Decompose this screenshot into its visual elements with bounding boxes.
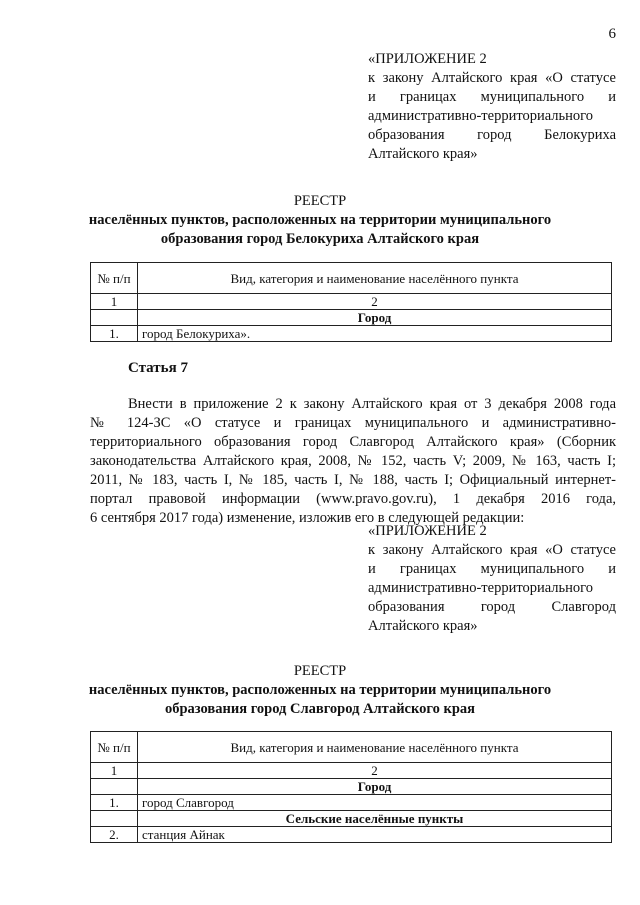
- article-line: законодательства Алтайского края, 2008, № 152, часть V; 2009, № 163, часть I;: [90, 453, 616, 469]
- header-num-cell: № п/п: [91, 263, 138, 294]
- appendix-line: административно-территориального: [368, 108, 594, 124]
- table-section-row: [91, 811, 612, 827]
- appendix-line: «ПРИЛОЖЕНИЕ 2: [368, 51, 487, 67]
- table-header-row: [91, 263, 612, 294]
- appendix-line: Алтайского края»: [368, 618, 478, 634]
- article-line: № 124-ЗС «О статусе и границах муниципального и административно-: [90, 415, 616, 431]
- index-cell: 1: [91, 294, 138, 310]
- registry-subtitle: образования город Белокуриха Алтайского края: [160, 231, 480, 247]
- article-line: портал правовой информации (www.pravo.gov.ru), 1 декабря 2016 года,: [90, 491, 616, 507]
- appendix-line: образования город Белокуриха: [368, 127, 616, 143]
- appendix-line: административно-территориального: [368, 580, 594, 596]
- appendix-line: Алтайского края»: [368, 146, 478, 162]
- table-header-row: [91, 732, 612, 763]
- appendix-line: «ПРИЛОЖЕНИЕ 2: [368, 523, 487, 539]
- appendix-line: и границах муниципального и: [368, 89, 616, 105]
- appendix-line: к закону Алтайского края «О статусе: [368, 542, 616, 558]
- row-num-cell: 1.: [91, 795, 138, 811]
- table-row: [91, 326, 612, 342]
- table-index-row: [91, 763, 612, 779]
- registry-subtitle: населённых пунктов, расположенных на территории муниципального: [88, 212, 552, 228]
- article-line: 6 сентября 2017 года) изменение, изложив его в следующей редакции:: [90, 510, 525, 526]
- table-section-row: [91, 779, 612, 795]
- empty-cell: [91, 811, 138, 827]
- article-heading: Статья 7: [128, 360, 188, 376]
- index-cell: 2: [138, 294, 612, 310]
- registry-subtitle: населённых пунктов, расположенных на территории муниципального: [88, 682, 552, 698]
- table-row: [91, 795, 612, 811]
- section-city-cell: Город: [138, 310, 612, 326]
- registry-heading: РЕЕСТР: [293, 663, 347, 679]
- registry-title-slavgorod: [80, 662, 560, 719]
- article-line: 2011, № 183, часть I, № 185, часть I, № 188, часть I; Официальный интернет-: [90, 472, 616, 488]
- appendix-line: и границах муниципального и: [368, 561, 616, 577]
- appendix-header-belokurikha: [368, 50, 616, 164]
- row-name-cell: город Белокуриха».: [138, 326, 612, 342]
- appendix-header-slavgorod: [368, 522, 616, 636]
- row-name-cell: город Славгород: [138, 795, 612, 811]
- table-section-row: [91, 310, 612, 326]
- row-name-cell: станция Айнак: [138, 827, 612, 843]
- article-line: Внести в приложение 2 к закону Алтайского края от 3 декабря 2008 года: [128, 396, 616, 412]
- empty-cell: [91, 779, 138, 795]
- header-num-cell: № п/п: [91, 732, 138, 763]
- section-city-cell: Город: [138, 779, 612, 795]
- registry-heading: РЕЕСТР: [293, 193, 347, 209]
- header-name-cell: Вид, категория и наименование населённого пункта: [138, 732, 612, 763]
- registry-table-belokurikha: [90, 262, 612, 342]
- page-number: 6: [608, 26, 616, 42]
- registry-title-belokurikha: [80, 192, 560, 249]
- index-cell: 2: [138, 763, 612, 779]
- appendix-line: к закону Алтайского края «О статусе: [368, 70, 616, 86]
- index-cell: 1: [91, 763, 138, 779]
- header-name-cell: Вид, категория и наименование населённого пункта: [138, 263, 612, 294]
- article-body: [90, 395, 616, 528]
- table-row: [91, 827, 612, 843]
- row-num-cell: 1.: [91, 326, 138, 342]
- section-rural-cell: Сельские населённые пункты: [138, 811, 612, 827]
- article-line: территориального образования город Славгород Алтайского края» (Сборник: [90, 434, 616, 450]
- empty-cell: [91, 310, 138, 326]
- table-index-row: [91, 294, 612, 310]
- registry-subtitle: образования город Славгород Алтайского края: [164, 701, 476, 717]
- appendix-line: образования город Славгород: [368, 599, 616, 615]
- registry-table-slavgorod: [90, 731, 612, 843]
- row-num-cell: 2.: [91, 827, 138, 843]
